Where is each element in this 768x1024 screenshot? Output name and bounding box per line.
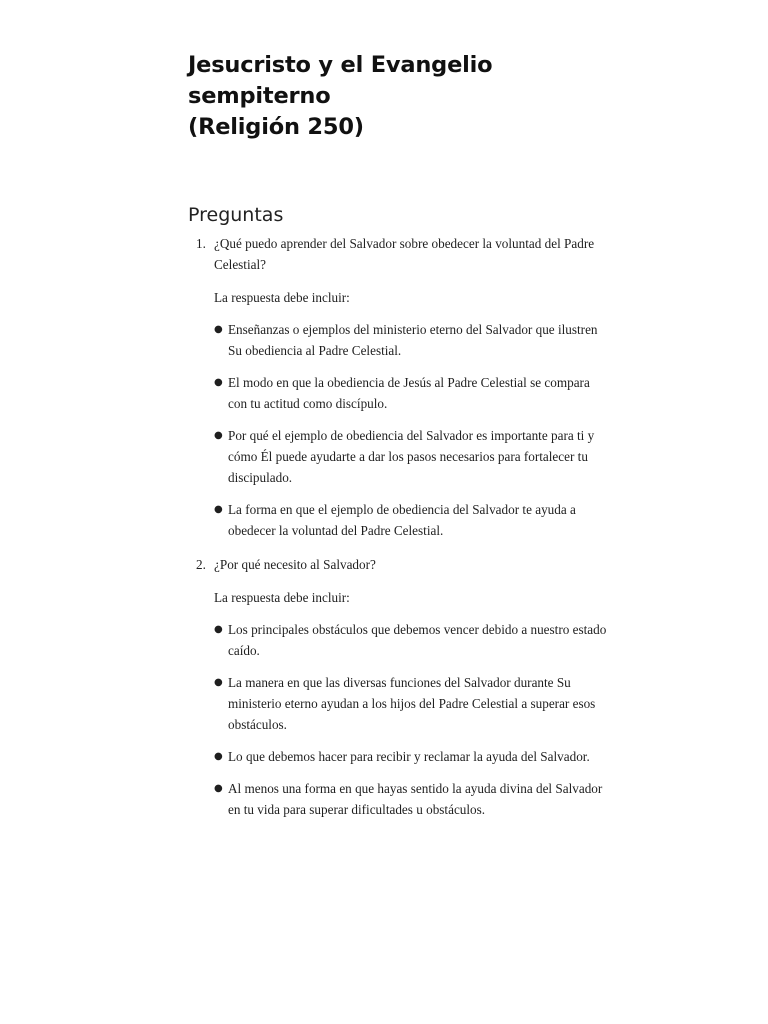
bullet-icon: ●: [214, 324, 223, 335]
questions-list: [188, 233, 608, 833]
answer-text: Los principales obstáculos que debemos vencer debido a nuestro estado caído.: [228, 622, 607, 658]
question-item: [188, 233, 608, 541]
answer-list: [214, 619, 608, 820]
answer-text: Por qué el ejemplo de obediencia del Salvador es importante para ti y cómo Él puede ayudarte a dar los pasos necesarios para fortalecer tu discipulado.: [228, 428, 595, 485]
question-number: 1.: [196, 236, 206, 251]
answer-text: Enseñanzas o ejemplos del ministerio eterno del Salvador que ilustren Su obediencia al Padre Celestial.: [228, 322, 598, 358]
question-item: [188, 554, 608, 820]
answer-text: La manera en que las diversas funciones del Salvador durante Su ministerio eterno ayudan a los hijos del Padre Celestial a superar esos obstáculos.: [228, 675, 596, 732]
question-number: 2.: [196, 557, 206, 572]
answer-item: [214, 372, 608, 414]
answer-item: [214, 619, 608, 661]
answer-text: Al menos una forma en que hayas sentido la ayuda divina del Salvador en tu vida para superar dificultades u obstáculos.: [228, 781, 603, 817]
answer-text: Lo que debemos hacer para recibir y reclamar la ayuda del Salvador.: [228, 749, 590, 764]
answer-item: [214, 499, 608, 541]
answer-item: [214, 778, 608, 820]
answer-item: [214, 746, 608, 767]
answer-item: [214, 319, 608, 361]
bullet-icon: ●: [214, 677, 223, 688]
bullet-icon: ●: [214, 430, 223, 441]
document-title-line-2: (Religión 250): [188, 114, 364, 140]
answer-intro: La respuesta debe incluir:: [214, 290, 350, 305]
answer-list: [214, 319, 608, 541]
answer-item: [214, 672, 608, 735]
document-title: [188, 50, 608, 143]
answer-item: [214, 425, 608, 488]
bullet-icon: ●: [214, 783, 223, 794]
document-title-line-1: Jesucristo y el Evangelio sempiterno: [188, 52, 493, 109]
answer-text: La forma en que el ejemplo de obediencia del Salvador te ayuda a obedecer la voluntad del Padre Celestial.: [228, 502, 576, 538]
bullet-icon: ●: [214, 377, 223, 388]
answer-intro: La respuesta debe incluir:: [214, 590, 350, 605]
question-text: ¿Qué puedo aprender del Salvador sobre obedecer la voluntad del Padre Celestial?: [214, 236, 595, 272]
bullet-icon: ●: [214, 504, 223, 515]
document-page: [188, 50, 608, 817]
question-text: ¿Por qué necesito al Salvador?: [214, 557, 376, 572]
bullet-icon: ●: [214, 751, 223, 762]
bullet-icon: ●: [214, 624, 223, 635]
answer-text: El modo en que la obediencia de Jesús al Padre Celestial se compara con tu actitud como discípulo.: [228, 375, 590, 411]
section-heading: Preguntas: [188, 204, 284, 226]
